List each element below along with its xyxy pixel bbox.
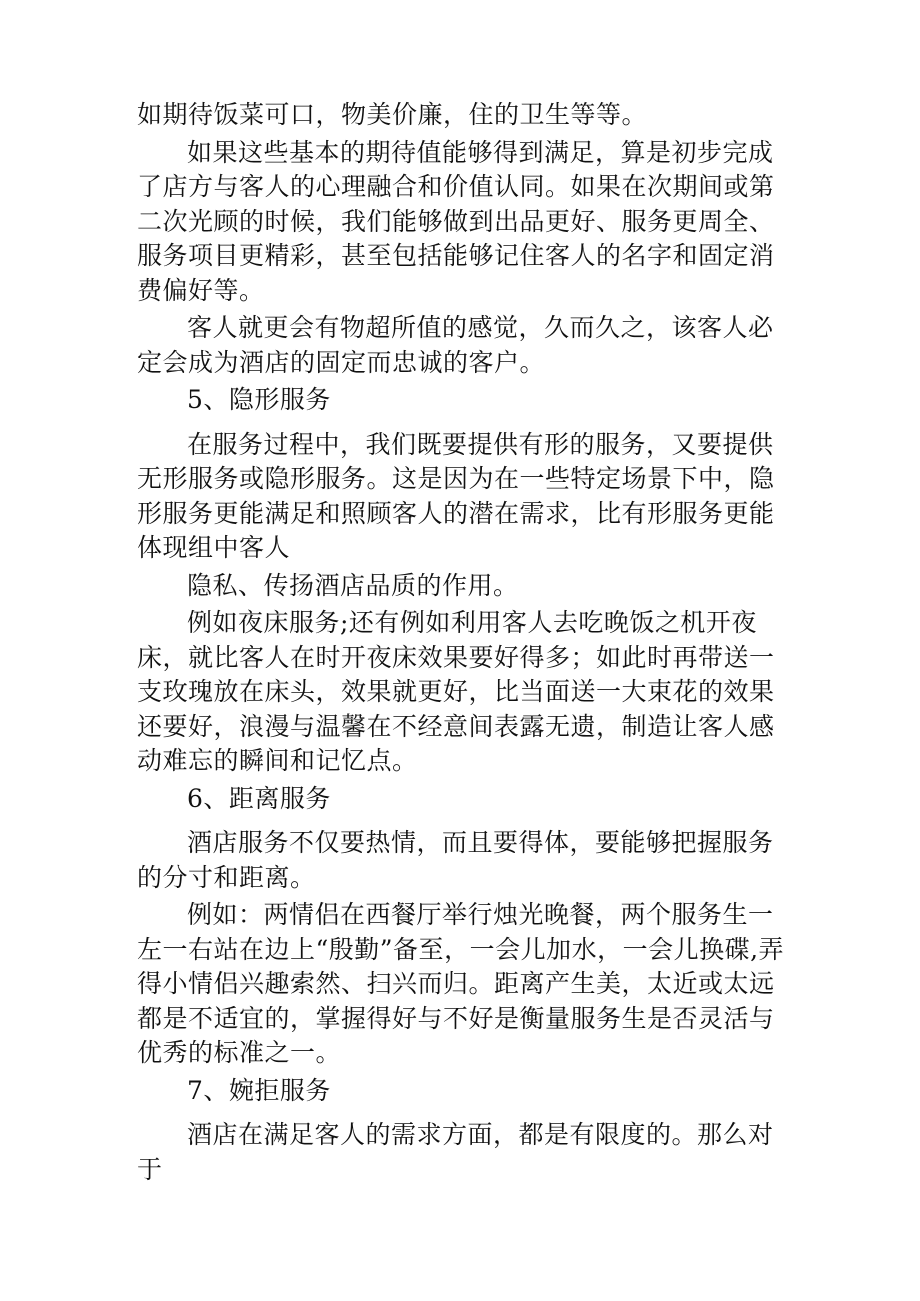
section-heading: 6、距离服务 <box>187 783 331 813</box>
paragraph: 酒店服务不仅要热情，而且要得体，要能够把握服务的分寸和距离。 <box>137 828 774 892</box>
paragraph: 隐私、传扬酒店品质的作用。 <box>187 570 519 600</box>
section-heading: 5、隐形服务 <box>187 385 331 414</box>
paragraph: 酒店在满足客人的需求方面，都是有限度的。那么对于 <box>137 1120 774 1184</box>
document-body <box>137 98 787 1187</box>
paragraph: 例如：两情侣在西餐厅举行烛光晚餐，两个服务生一左一右站在边上“殷勤”备至，一会儿加水，一会儿换碟,弄得小情侣兴趣索然、扫兴而归。距离产生美，太近或太远都是不适宜的，掌握得好与不好是衡量服务生是否灵活与优秀的标准之一。 <box>137 900 785 1067</box>
paragraph: 客人就更会有物超所值的感觉，久而久之，该客人必定会成为酒店的固定而忠诚的客户。 <box>137 313 774 377</box>
paragraph-continued: 如期待饭菜可口，物美价廉，住的卫生等等。 <box>137 100 648 129</box>
paragraph: 在服务过程中，我们既要提供有形的服务，又要提供无形服务或隐形服务。这是因为在一些特定场景下中，隐形服务更能满足和照顾客人的潜在需求，比有形服务更能体现组中客人 <box>137 429 775 562</box>
paragraph: 如果这些基本的期待值能够得到满足，算是初步完成了店方与客人的心理融合和价值认同。如果在次期间或第二次光顾的时候，我们能够做到出品更好、服务更周全、服务项目更精彩，甚至包括能够记住客人的名字和固定消费偏好等。 <box>137 137 775 305</box>
section-heading: 7、婉拒服务 <box>187 1075 331 1105</box>
paragraph: 例如夜床服务;还有例如利用客人去吃晚饭之机开夜床，就比客人在时开夜床效果要好得多；如此时再带送一支玫瑰放在床头，效果就更好，比当面送一大束花的效果还要好，浪漫与温馨在不经意间表露无遗，制造让客人感动难忘的瞬间和记忆点。 <box>137 608 775 775</box>
